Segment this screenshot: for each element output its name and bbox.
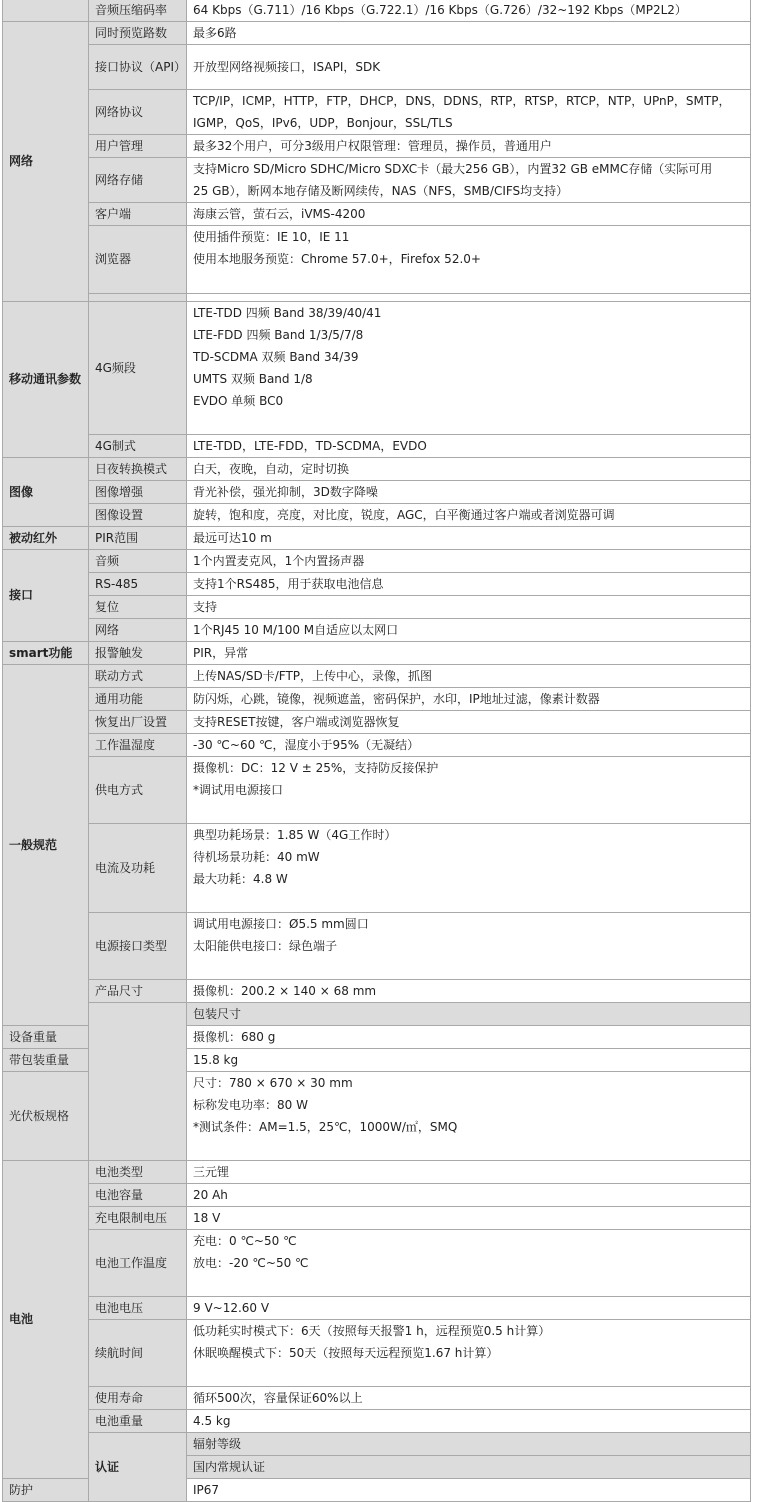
spec-value-line: -30 ℃~60 ℃，湿度小于95%（无凝结） [193, 738, 420, 752]
spec-value [187, 294, 751, 302]
spec-value-line: 1个RJ45 10 M/100 M自适应以太网口 [193, 623, 399, 637]
spec-label [89, 294, 187, 302]
spec-row [3, 1320, 751, 1387]
spec-value [187, 550, 751, 573]
spec-value-line: *调试用电源接口 [193, 783, 284, 797]
spec-value [187, 1230, 751, 1297]
spec-value-line: 待机场景功耗：40 mW [193, 850, 320, 864]
spec-label: 网络存储 [89, 158, 187, 203]
spec-label: 防护 [3, 1479, 89, 1502]
spec-value [187, 596, 751, 619]
spec-value [187, 1297, 751, 1320]
spec-value [187, 0, 751, 22]
spec-value-line: 摄像机：680 g [193, 1030, 276, 1044]
spec-label: 电源接口类型 [89, 913, 187, 980]
spec-row [3, 1003, 751, 1026]
spec-row [3, 90, 751, 135]
spec-category: 一般规范 [3, 665, 89, 1026]
spec-value-line: *测试条件：AM=1.5，25℃，1000W/㎡，SMQ [193, 1120, 458, 1134]
spec-value [187, 619, 751, 642]
spec-row [3, 550, 751, 573]
spec-row [3, 665, 751, 688]
spec-category: 认证 [89, 1433, 187, 1502]
spec-value-line: TCP/IP，ICMP，HTTP，FTP，DHCP，DNS，DDNS，RTP，RTSP，RTCP，NTP，UPnP，SMTP， [193, 94, 731, 108]
spec-value [187, 481, 751, 504]
spec-value-line: UMTS 双频 Band 1/8 [193, 372, 313, 386]
spec-value [187, 573, 751, 596]
spec-value [187, 458, 751, 481]
spec-value [187, 824, 751, 913]
spec-value-line: 旋转，饱和度，亮度，对比度，锐度，AGC，白平衡通过客户端或者浏览器可调 [193, 508, 615, 522]
spec-label: 图像设置 [89, 504, 187, 527]
spec-label: 电流及功耗 [89, 824, 187, 913]
spec-category: 被动红外 [3, 527, 89, 550]
spec-value [187, 1184, 751, 1207]
spec-table [2, 0, 751, 1502]
spec-value [187, 642, 751, 665]
spec-label: 报警触发 [89, 642, 187, 665]
spec-value-line: 15.8 kg [193, 1053, 239, 1067]
spec-value [187, 1387, 751, 1410]
spec-value [187, 665, 751, 688]
spec-row [3, 226, 751, 294]
spec-label: 4G制式 [89, 435, 187, 458]
spec-label: 电池容量 [89, 1184, 187, 1207]
spec-value-line: 放电：-20 ℃~50 ℃ [193, 1256, 309, 1270]
spec-label: 充电限制电压 [89, 1207, 187, 1230]
spec-value [187, 1072, 751, 1161]
spec-value [187, 1026, 751, 1049]
spec-label: 同时预览路数 [89, 22, 187, 45]
spec-value-line: LTE-FDD 四频 Band 1/3/5/7/8 [193, 328, 364, 342]
spec-row [3, 504, 751, 527]
spec-label: 复位 [89, 596, 187, 619]
spec-value [187, 203, 751, 226]
spec-label: 供电方式 [89, 757, 187, 824]
spec-value [187, 711, 751, 734]
spec-value [187, 90, 751, 135]
spec-value-line: 64 Kbps（G.711）/16 Kbps（G.722.1）/16 Kbps（G.726）/32~192 Kbps（MP2L2） [193, 3, 687, 17]
spec-value-line: 支持RESET按键，客户端或浏览器恢复 [193, 715, 400, 729]
spec-row [3, 619, 751, 642]
spec-label: 辐射等级 [187, 1433, 751, 1456]
spec-label: 浏览器 [89, 226, 187, 294]
spec-value-line: 尺寸：780 × 670 × 30 mm [193, 1076, 353, 1090]
spec-row [3, 734, 751, 757]
spec-label: 网络协议 [89, 90, 187, 135]
spec-value-line: 9 V~12.60 V [193, 1301, 270, 1315]
spec-value-line: TD-SCDMA 双频 Band 34/39 [193, 350, 359, 364]
spec-label: 电池工作温度 [89, 1230, 187, 1297]
spec-value-line: 支持Micro SD/Micro SDHC/Micro SDXC卡（最大256 GB），内置32 GB eMMC存储（实际可用 [193, 162, 713, 176]
spec-row [3, 1184, 751, 1207]
spec-value [187, 135, 751, 158]
spec-value-line: 4.5 kg [193, 1414, 231, 1428]
spec-value [187, 302, 751, 435]
spec-value [187, 688, 751, 711]
spec-value-line: 标称发电功率：80 W [193, 1098, 308, 1112]
spec-value-line: 太阳能供电接口：绿色端子 [193, 939, 338, 953]
spec-value-line: 调试用电源接口：Ø5.5 mm圆口 [193, 917, 369, 931]
spec-row [3, 294, 751, 302]
spec-category [3, 0, 89, 22]
spec-label: 4G频段 [89, 302, 187, 435]
spec-label: 光伏板规格 [3, 1072, 89, 1161]
spec-value [187, 1207, 751, 1230]
spec-value-line: 1个内置麦克风，1个内置扬声器 [193, 554, 365, 568]
spec-value-line: 20 Ah [193, 1188, 228, 1202]
spec-value [187, 980, 751, 1003]
spec-value-line: 18 V [193, 1211, 221, 1225]
spec-row [3, 158, 751, 203]
spec-value-line: 支持1个RS485，用于获取电池信息 [193, 577, 384, 591]
spec-row [3, 757, 751, 824]
spec-label: 电池电压 [89, 1297, 187, 1320]
spec-value-line: 支持 [193, 600, 218, 614]
spec-row [3, 1230, 751, 1297]
spec-value-line: 低功耗实时模式下：6天（按照每天报警1 h，远程预览0.5 h计算） [193, 1324, 551, 1338]
spec-value [187, 527, 751, 550]
spec-value [187, 1410, 751, 1433]
spec-value-line: 休眠唤醒模式下：50天（按照每天远程预览1.67 h计算） [193, 1346, 499, 1360]
spec-value [187, 22, 751, 45]
spec-label: 通用功能 [89, 688, 187, 711]
spec-value-line: 海康云管，萤石云，iVMS-4200 [193, 207, 366, 221]
spec-row [3, 980, 751, 1003]
spec-table-body [3, 0, 751, 1502]
spec-label: 恢复出厂设置 [89, 711, 187, 734]
spec-category: 移动通讯参数 [3, 302, 89, 458]
spec-label: PIR范围 [89, 527, 187, 550]
spec-value [187, 1479, 751, 1502]
spec-row [3, 527, 751, 550]
spec-category: smart功能 [3, 642, 89, 665]
spec-label: 联动方式 [89, 665, 187, 688]
spec-value [187, 1161, 751, 1184]
spec-row [3, 573, 751, 596]
spec-row [3, 711, 751, 734]
spec-label: 工作温湿度 [89, 734, 187, 757]
spec-value-line: 使用插件预览：IE 10，IE 11 [193, 230, 350, 244]
spec-label: 设备重量 [3, 1026, 89, 1049]
spec-value-line: 开放型网络视频接口，ISAPI，SDK [193, 60, 381, 74]
spec-label: 续航时间 [89, 1320, 187, 1387]
spec-value [187, 1320, 751, 1387]
spec-row [3, 596, 751, 619]
spec-category [89, 1003, 187, 1161]
spec-value-line: PIR，异常 [193, 646, 249, 660]
spec-value-line: LTE-TDD，LTE-FDD，TD-SCDMA，EVDO [193, 439, 427, 453]
spec-label: 音频 [89, 550, 187, 573]
spec-value-line: EVDO 单频 BC0 [193, 394, 284, 408]
spec-value-line: 充电：0 ℃~50 ℃ [193, 1234, 297, 1248]
spec-row [3, 22, 751, 45]
spec-row [3, 1207, 751, 1230]
spec-value [187, 435, 751, 458]
spec-value-line: 25 GB），断网本地存储及断网续传，NAS（NFS，SMB/CIFS均支持） [193, 184, 569, 198]
spec-value-line: 最多6路 [193, 26, 237, 40]
spec-value-line: IP67 [193, 1483, 220, 1497]
spec-row [3, 1297, 751, 1320]
spec-row [3, 481, 751, 504]
spec-value [187, 226, 751, 294]
spec-value [187, 913, 751, 980]
spec-value-line: 摄像机：200.2 × 140 × 68 mm [193, 984, 377, 998]
spec-label: 音频压缩码率 [89, 0, 187, 22]
spec-label: 包装尺寸 [187, 1003, 751, 1026]
spec-value-line: IGMP，QoS，IPv6，UDP，Bonjour，SSL/TLS [193, 116, 453, 130]
spec-row [3, 913, 751, 980]
spec-value-line: 循环500次，容量保证60%以上 [193, 1391, 363, 1405]
spec-value-line: 上传NAS/SD卡/FTP，上传中心，录像，抓图 [193, 669, 433, 683]
spec-row [3, 203, 751, 226]
spec-value-line: 防闪烁，心跳，镜像，视频遮盖，密码保护，水印，IP地址过滤，像素计数器 [193, 692, 600, 706]
spec-row [3, 45, 751, 90]
spec-value [187, 1049, 751, 1072]
spec-label: 接口协议（API） [89, 45, 187, 90]
spec-row [3, 824, 751, 913]
spec-value [187, 504, 751, 527]
spec-category: 网络 [3, 22, 89, 302]
spec-row [3, 642, 751, 665]
spec-label: 用户管理 [89, 135, 187, 158]
spec-value-line: 三元锂 [193, 1165, 230, 1179]
spec-row [3, 458, 751, 481]
spec-row [3, 688, 751, 711]
spec-row [3, 0, 751, 22]
spec-row [3, 135, 751, 158]
spec-label: 带包装重量 [3, 1049, 89, 1072]
spec-value [187, 158, 751, 203]
spec-row [3, 1387, 751, 1410]
spec-value-line: 摄像机：DC：12 V ± 25%，支持防反接保护 [193, 761, 439, 775]
spec-label: 电池重量 [89, 1410, 187, 1433]
spec-value-line: 最多32个用户，可分3级用户权限管理：管理员，操作员，普通用户 [193, 139, 552, 153]
spec-label: 网络 [89, 619, 187, 642]
spec-value-line: 背光补偿，强光抑制，3D数字降噪 [193, 485, 378, 499]
spec-value [187, 45, 751, 90]
spec-row [3, 1161, 751, 1184]
spec-value-line: 最大功耗：4.8 W [193, 872, 288, 886]
spec-label: 使用寿命 [89, 1387, 187, 1410]
spec-value-line: LTE-TDD 四频 Band 38/39/40/41 [193, 306, 382, 320]
spec-label: 日夜转换模式 [89, 458, 187, 481]
spec-value-line: 白天，夜晚，自动，定时切换 [193, 462, 350, 476]
spec-row [3, 302, 751, 435]
spec-label: 图像增强 [89, 481, 187, 504]
spec-value [187, 734, 751, 757]
spec-label: 国内常规认证 [187, 1456, 751, 1479]
spec-row [3, 1410, 751, 1433]
spec-value-line: 使用本地服务预览：Chrome 57.0+，Firefox 52.0+ [193, 252, 481, 266]
spec-category: 接口 [3, 550, 89, 642]
spec-category: 电池 [3, 1161, 89, 1479]
spec-value-line: 典型功耗场景：1.85 W（4G工作时） [193, 828, 397, 842]
spec-label: 客户端 [89, 203, 187, 226]
spec-category: 图像 [3, 458, 89, 527]
spec-row [3, 1433, 751, 1456]
spec-value [187, 757, 751, 824]
spec-value-line: 最远可达10 m [193, 531, 272, 545]
spec-row [3, 435, 751, 458]
spec-label: 产品尺寸 [89, 980, 187, 1003]
spec-label: 电池类型 [89, 1161, 187, 1184]
spec-label: RS-485 [89, 573, 187, 596]
